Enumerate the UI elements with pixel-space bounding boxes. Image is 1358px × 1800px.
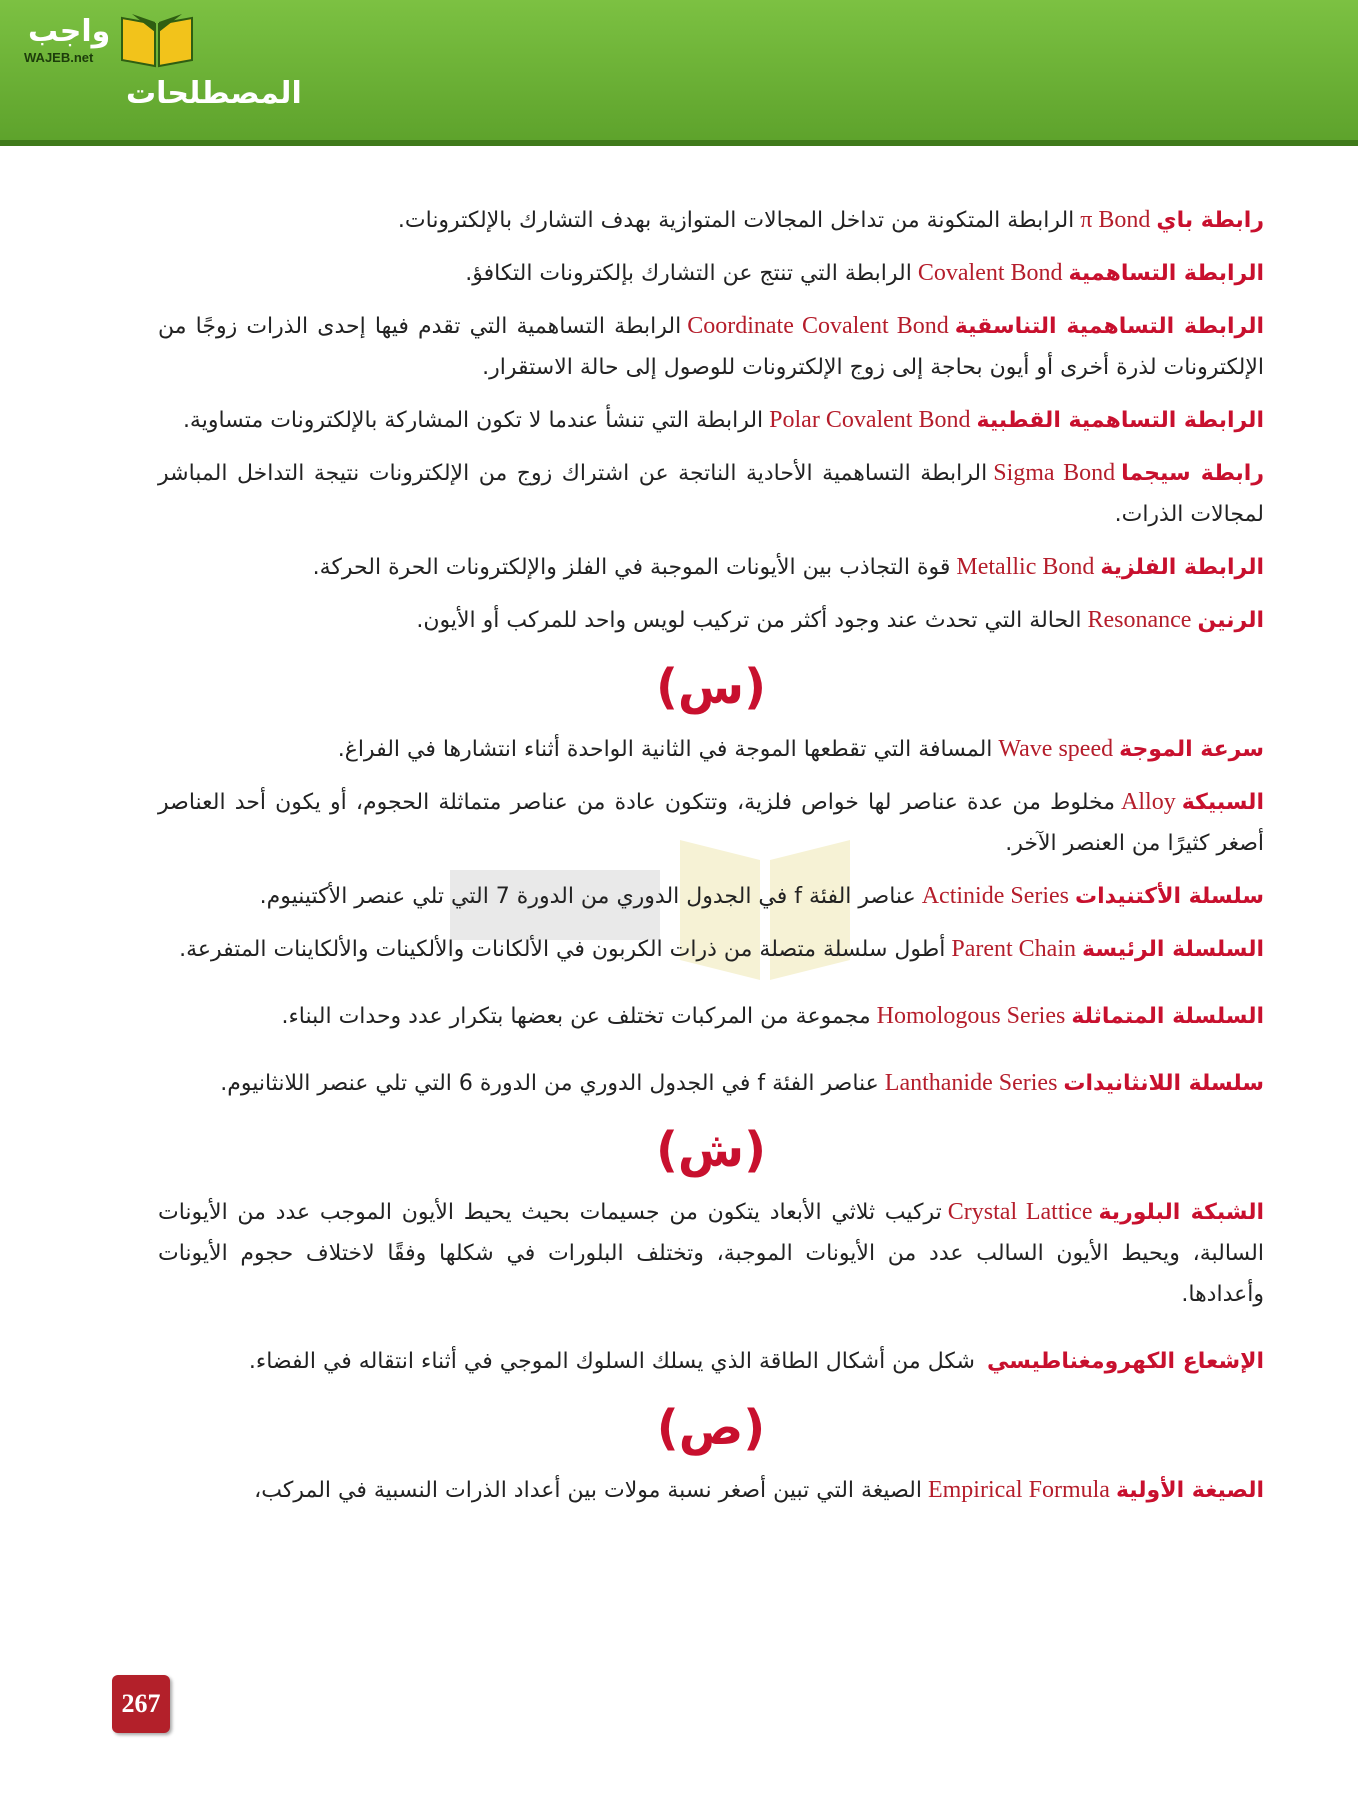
entry-definition: أطول سلسلة متصلة من ذرات الكربون في الألكانات والألكينات والألكاينات المتفرعة. xyxy=(179,937,946,962)
entry-definition: مجموعة من المركبات تختلف عن بعضها بتكرار عدد وحدات البناء. xyxy=(281,1004,871,1029)
section-letter-sad: (ص) xyxy=(656,1400,766,1456)
entry-term: الرابطة التساهمية xyxy=(1068,261,1264,286)
entry-term: الرابطة التساهمية التناسقية xyxy=(954,314,1265,339)
entry-definition: الصيغة التي تبين أصغر نسبة مولات بين أعداد الذرات النسبية في المركب، xyxy=(254,1478,922,1503)
entry-definition: تركيب ثلاثي الأبعاد يتكون من جسيمات بحيث يحيط الأيون الموجب عدد من الأيونات السالبة، ويحيط الأيون السالب عدد من الأيونات الموجبة، وتختلف البلورات في شكلها وفقًا لاختلاف حجوم الأيونات وأعدادها. xyxy=(158,1200,1264,1307)
entry-term: الصيغة الأولية xyxy=(1115,1478,1264,1503)
logo-english-text: WAJEB.net xyxy=(24,50,94,65)
entry-english-term: Coordinate Covalent Bond xyxy=(687,313,949,339)
entry-english-term: Resonance xyxy=(1087,607,1192,633)
entry-term: سلسلة الأكتنيدات xyxy=(1075,884,1264,909)
glossary-entry xyxy=(158,782,1264,864)
entry-english-term: Polar Covalent Bond xyxy=(769,407,971,433)
entry-definition: الرابطة التساهمية الأحادية الناتجة عن اشتراك زوج من الإلكترونات نتيجة التداخل المباشر لمجالات الذرات. xyxy=(158,461,1264,527)
glossary-entry xyxy=(158,1470,1264,1511)
entry-term: السلسلة الرئيسة xyxy=(1082,937,1264,962)
glossary-entry xyxy=(158,1192,1264,1315)
glossary-entry xyxy=(158,996,1264,1037)
site-logo[interactable] xyxy=(12,8,192,68)
glossary-entry xyxy=(158,929,1264,970)
entry-english-term: Lanthanide Series xyxy=(884,1070,1058,1096)
entry-english-term: Parent Chain xyxy=(951,936,1076,962)
page-title: المصطلحات xyxy=(126,76,302,111)
entry-english-term: Sigma Bond xyxy=(993,460,1116,486)
entry-definition: شكل من أشكال الطاقة الذي يسلك السلوك الموجي في أثناء انتقاله في الفضاء. xyxy=(248,1349,975,1374)
section-letter-sheen: (ش) xyxy=(655,1122,767,1178)
entry-english-term: Metallic Bond xyxy=(956,554,1095,580)
glossary-entry xyxy=(158,453,1264,535)
entry-term: السلسلة المتماثلة xyxy=(1071,1004,1264,1029)
entry-term: الشبكة البلورية xyxy=(1098,1200,1264,1225)
glossary-entry xyxy=(158,1063,1264,1104)
entry-english-term: Wave speed xyxy=(998,736,1114,762)
glossary-entry xyxy=(158,600,1264,641)
glossary-content xyxy=(158,200,1264,1523)
entry-term: رابطة باي xyxy=(1156,208,1264,233)
entry-term: رابطة سيجما xyxy=(1121,461,1265,486)
glossary-entry xyxy=(158,547,1264,588)
glossary-entry xyxy=(158,306,1264,388)
entry-english-term: π Bond xyxy=(1080,207,1151,233)
entry-definition: عناصر الفئة f في الجدول الدوري من الدورة 6 التي تلي عنصر اللانثانيوم. xyxy=(220,1071,879,1096)
entry-term: سلسلة اللانثانيدات xyxy=(1063,1071,1264,1096)
entry-english-term: Covalent Bond xyxy=(917,260,1063,286)
page-number-badge: 267 xyxy=(112,1675,170,1733)
glossary-entry xyxy=(158,876,1264,917)
entry-term: الإشعاع الكهرومغناطيسي xyxy=(986,1349,1264,1374)
entry-english-term: Crystal Lattice xyxy=(947,1199,1093,1225)
entry-definition: الرابطة التي تنشأ عندما لا تكون المشاركة بالإلكترونات متساوية. xyxy=(182,408,764,433)
glossary-entry xyxy=(158,1341,1264,1382)
glossary-entry xyxy=(158,729,1264,770)
glossary-entry xyxy=(158,400,1264,441)
entry-english-term: Homologous Series xyxy=(876,1003,1066,1029)
entry-english-term: Alloy xyxy=(1121,789,1176,815)
entry-term: الرنين xyxy=(1197,608,1264,633)
book-icon xyxy=(118,10,196,70)
entry-definition: عناصر الفئة f في الجدول الدوري من الدورة 7 التي تلي عنصر الأكتينيوم. xyxy=(259,884,916,909)
logo-arabic-text: واجب xyxy=(28,14,111,49)
entry-definition: الرابطة المتكونة من تداخل المجالات المتوازية بهدف التشارك بالإلكترونات. xyxy=(397,208,1075,233)
glossary-entry xyxy=(158,253,1264,294)
entry-english-term: Empirical Formula xyxy=(927,1477,1110,1503)
page-header xyxy=(0,0,1358,146)
entry-definition: الرابطة التي تنتج عن التشارك بإلكترونات التكافؤ. xyxy=(465,261,912,286)
entry-definition: مخلوط من عدة عناصر لها خواص فلزية، وتتكون عادة من عناصر متماثلة الحجوم، أو يكون أحد العناصر أصغر كثيرًا من العنصر الآخر. xyxy=(158,790,1264,856)
entry-term: سرعة الموجة xyxy=(1119,737,1264,762)
entry-term: السبيكة xyxy=(1181,790,1264,815)
section-letter-seen: (س) xyxy=(655,659,767,715)
entry-definition: الرابطة التساهمية التي تقدم فيها إحدى الذرات زوجًا من الإلكترونات لذرة أخرى أو أيون بحاجة إلى زوج الإلكترونات للوصول إلى حالة الاستقرار. xyxy=(158,314,1264,380)
entry-term: الرابطة الفلزية xyxy=(1100,555,1264,580)
entry-definition: المسافة التي تقطعها الموجة في الثانية الواحدة أثناء انتشارها في الفراغ. xyxy=(337,737,993,762)
entry-term: الرابطة التساهمية القطبية xyxy=(976,408,1264,433)
entry-definition: الحالة التي تحدث عند وجود أكثر من تركيب لويس واحد للمركب أو الأيون. xyxy=(416,608,1082,633)
entry-english-term: Actinide Series xyxy=(921,883,1069,909)
entry-definition: قوة التجاذب بين الأيونات الموجبة في الفلز والإلكترونات الحرة الحركة. xyxy=(312,555,951,580)
glossary-entry xyxy=(158,200,1264,241)
